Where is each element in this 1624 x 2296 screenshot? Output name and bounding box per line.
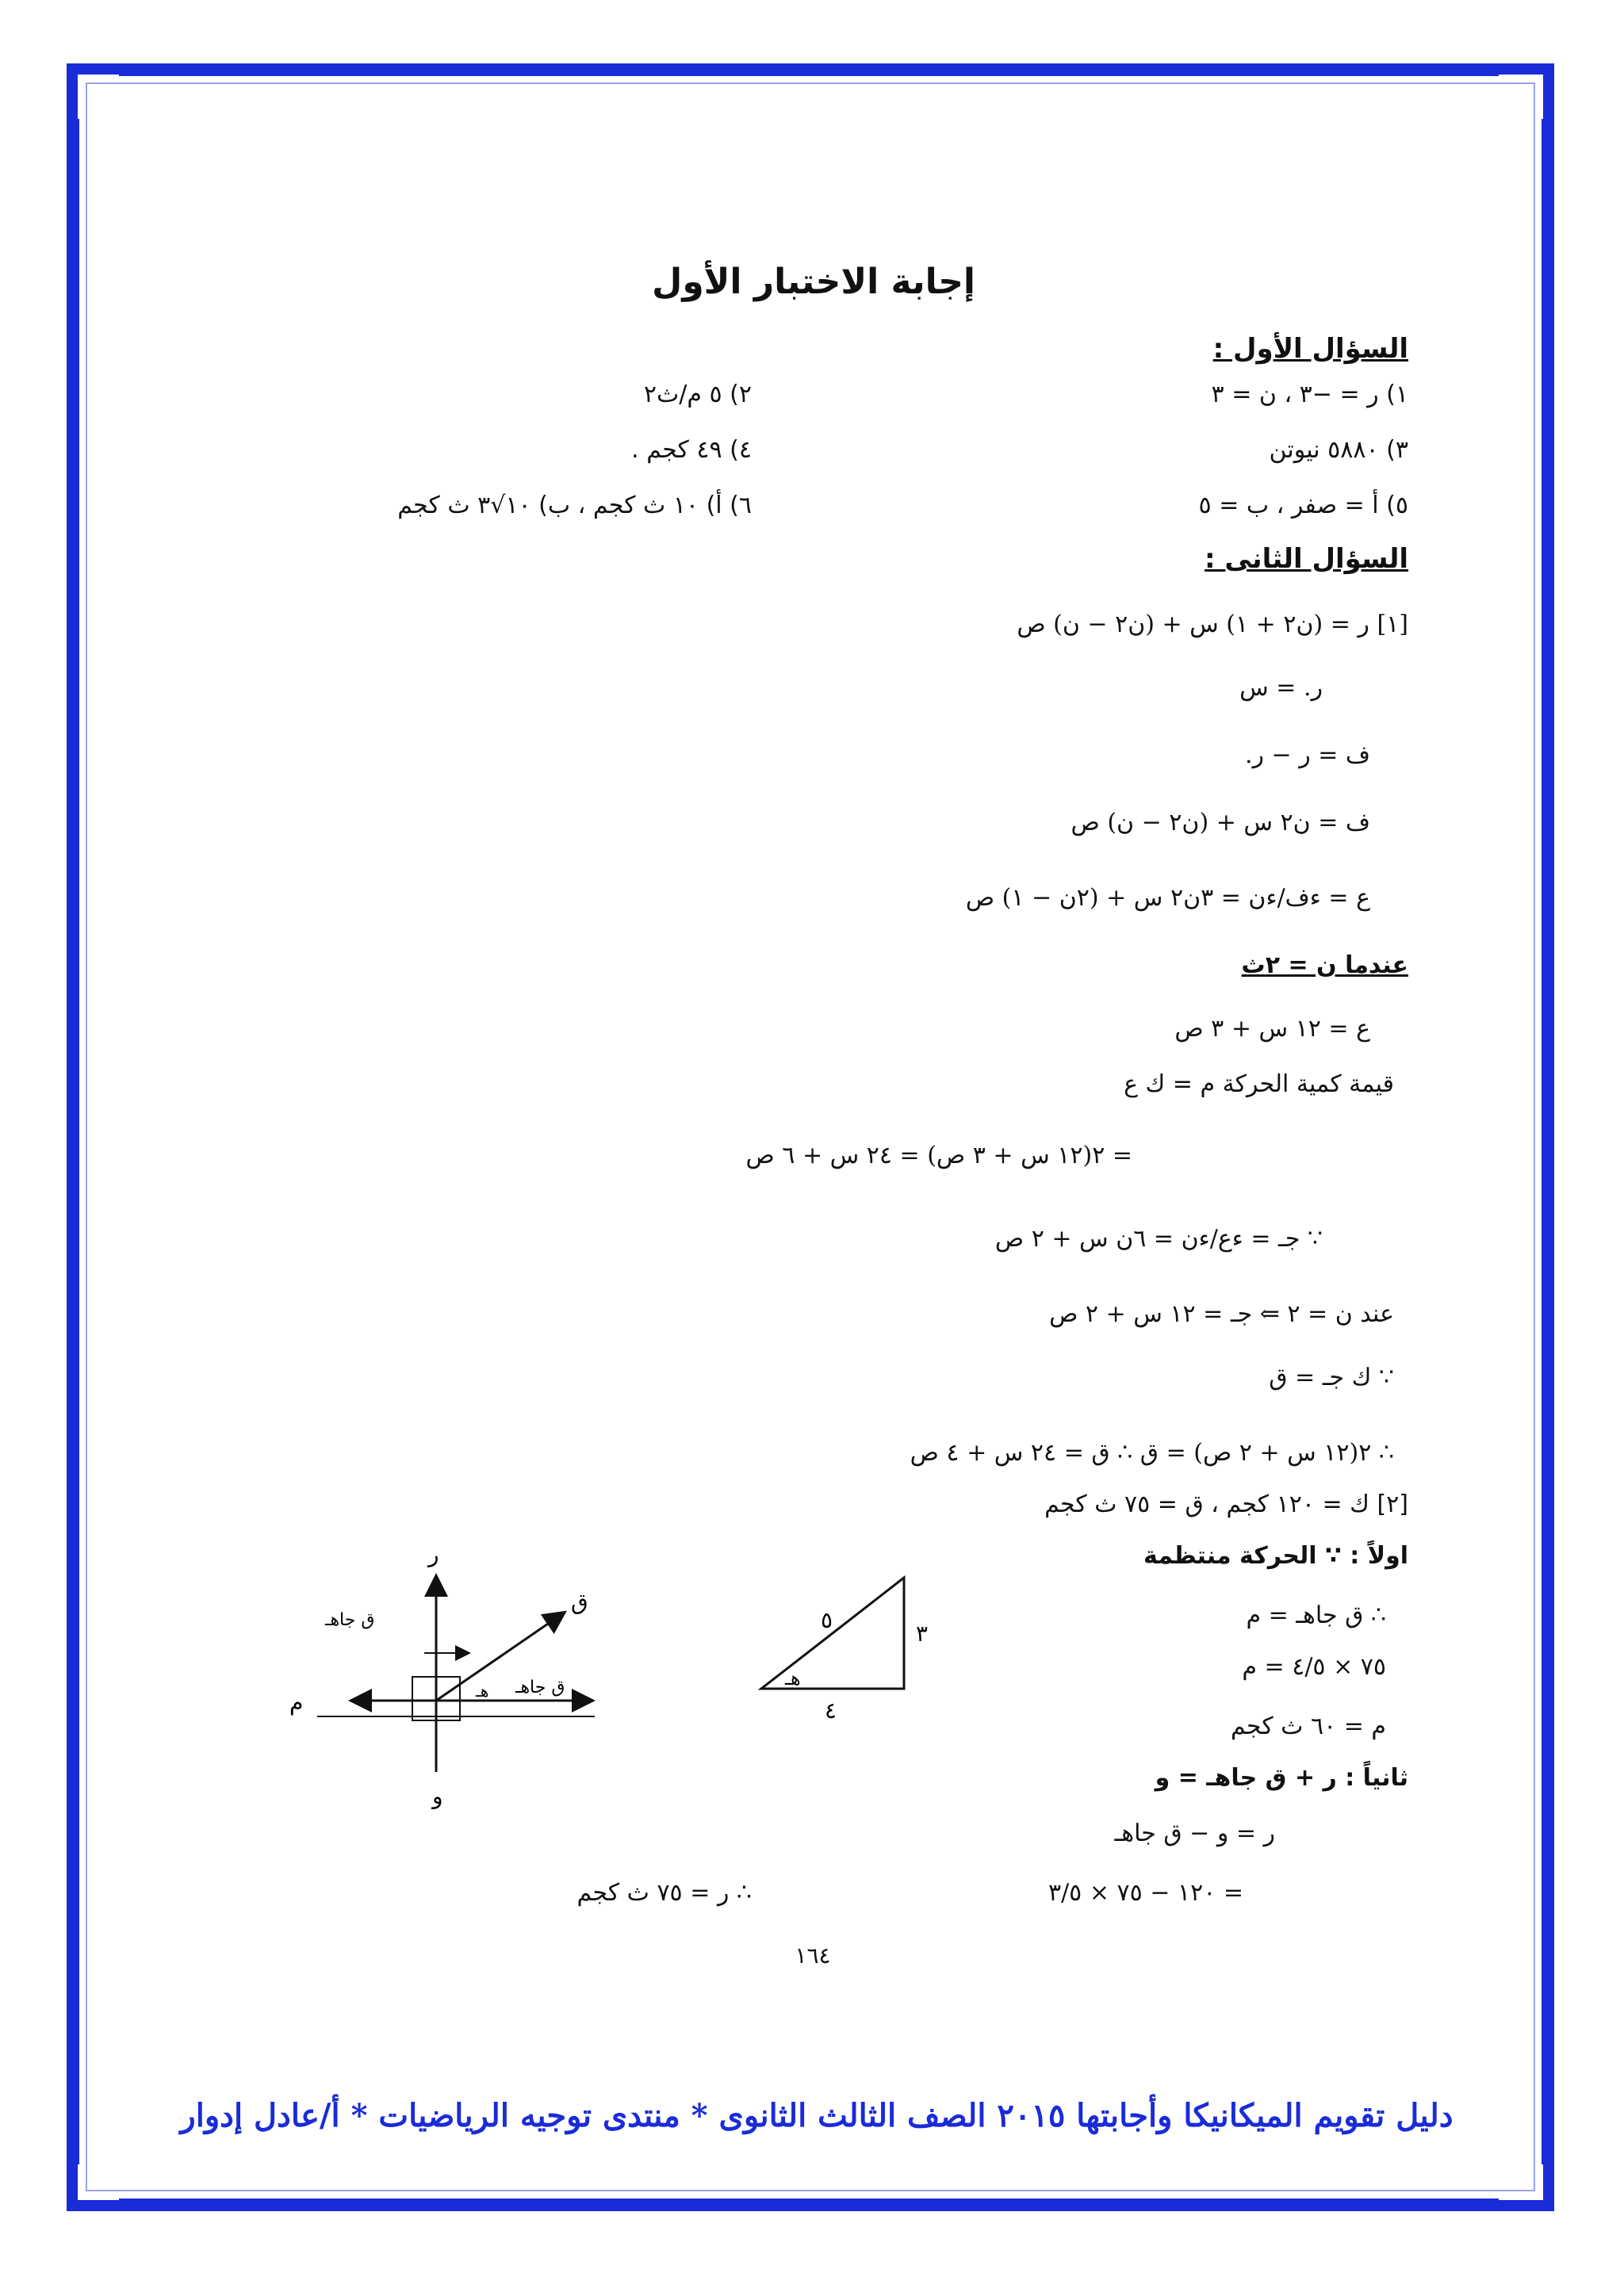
q2-line-4: ف = ن٢ س + (ن٢ − ن) ص <box>1071 809 1370 836</box>
page-frame-corner <box>1499 63 1554 119</box>
page-number: ١٦٤ <box>795 1942 831 1969</box>
question-2-heading: السؤال الثانى : <box>1205 543 1408 575</box>
footer-credit: دليل تقويم الميكانيكا وأجابتها ٢٠١٥ الصف الثالث الثانوى * منتدى توجيه الرياضيات * أ/عادل إدوار <box>180 2097 1454 2134</box>
page-frame-corner <box>67 2156 122 2211</box>
q2-line-22: ∴ ر = ٧٥ ث كجم <box>576 1879 752 1907</box>
q2-line-7: ع = ١٢ س + ٣ ص <box>1174 1015 1370 1043</box>
page-frame-bottom <box>119 2198 1499 2211</box>
answer-6: ٦) أ) ١٠ ث كجم ، ب) ١٠√٣ ث كجم <box>397 492 752 519</box>
page-frame-top <box>119 63 1499 76</box>
label-q-cos: ق جاهـ <box>515 1678 565 1697</box>
page-frame-right <box>1542 119 1554 2164</box>
q2-line-20: ر = و − ق جاهـ <box>1114 1820 1275 1847</box>
q2-line-15: اولاً : ∵ الحركة منتظمة <box>1143 1542 1408 1570</box>
label-w: و <box>432 1783 443 1809</box>
q2-line-1: [١] ر = (ن٢ + ١) س + (ن٢ − ن) ص <box>1017 610 1408 638</box>
triangle-base-label: ٤ <box>825 1697 837 1724</box>
triangle-side-label: ٣ <box>916 1621 929 1647</box>
label-m: م <box>289 1689 304 1716</box>
q2-line-10: ∵ جـ = ءع/ءن = ٦ن س + ٢ ص <box>994 1225 1323 1253</box>
q2-line-12: ∵ ك جـ = ق <box>1269 1364 1394 1391</box>
q2-line-19: ثانياً : ر + ق جاهـ = و <box>1155 1764 1408 1792</box>
q2-line-17: ٧٥ × ٤/٥ = م <box>1242 1653 1386 1681</box>
label-angle: هـ <box>476 1682 489 1701</box>
answer-4: ٤) ٤٩ كجم . <box>631 436 752 464</box>
q2-line-8: قيمة كمية الحركة م = ك ع <box>1124 1070 1394 1098</box>
q2-line-6: عندما ن = ٢ث <box>1241 951 1408 979</box>
right-triangle-diagram <box>745 1566 952 1724</box>
q2-line-18: م = ٦٠ ث كجم <box>1231 1712 1386 1740</box>
question-1-heading: السؤال الأول : <box>1212 333 1408 365</box>
q2-line-3: ف = ر − ر. <box>1244 741 1370 769</box>
page-frame-corner <box>67 63 122 119</box>
answer-1: ١) ر = −٣ ، ن = ٣ <box>1211 381 1408 408</box>
label-q: ق <box>571 1589 588 1615</box>
triangle-shape <box>761 1578 904 1689</box>
answer-2: ٢) ٥ م/ث٢ <box>643 381 752 408</box>
q2-line-9: = ٢(١٢ س + ٣ ص) = ٢٤ س + ٦ ص <box>745 1142 1132 1169</box>
q2-line-21: = ١٢٠ − ٧٥ × ٣/٥ <box>1048 1879 1243 1907</box>
answer-5: ٥) أ = صفر ، ب = ٥ <box>1198 492 1408 519</box>
triangle-hyp-label: ٥ <box>821 1607 833 1633</box>
page-frame-corner <box>1499 2156 1554 2211</box>
page-title: إجابة الاختبار الأول <box>652 262 975 302</box>
q2-line-2: ر. = س <box>1239 674 1323 702</box>
q2-line-14: [٢] ك = ١٢٠ كجم ، ق = ٧٥ ث كجم <box>1044 1490 1408 1518</box>
q2-line-11: عند ن = ٢ ⇐ جـ = ١٢ س + ٢ ص <box>1049 1300 1394 1328</box>
force-diagram <box>278 1534 611 1820</box>
q2-line-16: ∴ ق جاهـ = م <box>1246 1601 1386 1629</box>
page-frame-left <box>67 119 79 2164</box>
label-q-sin: ق جاهـ <box>325 1610 375 1630</box>
q2-line-13: ∴ ٢(١٢ س + ٢ ص) = ق ∴ ق = ٢٤ س + ٤ ص <box>910 1439 1394 1467</box>
q2-line-5: ع = ءف/ءن = ٣ن٢ س + (٢ن − ١) ص <box>965 884 1370 912</box>
triangle-angle-label: هـ <box>785 1667 801 1689</box>
label-r: ر <box>428 1541 439 1567</box>
answer-3: ٣) ٥٨٨٠ نيوتن <box>1269 436 1408 464</box>
